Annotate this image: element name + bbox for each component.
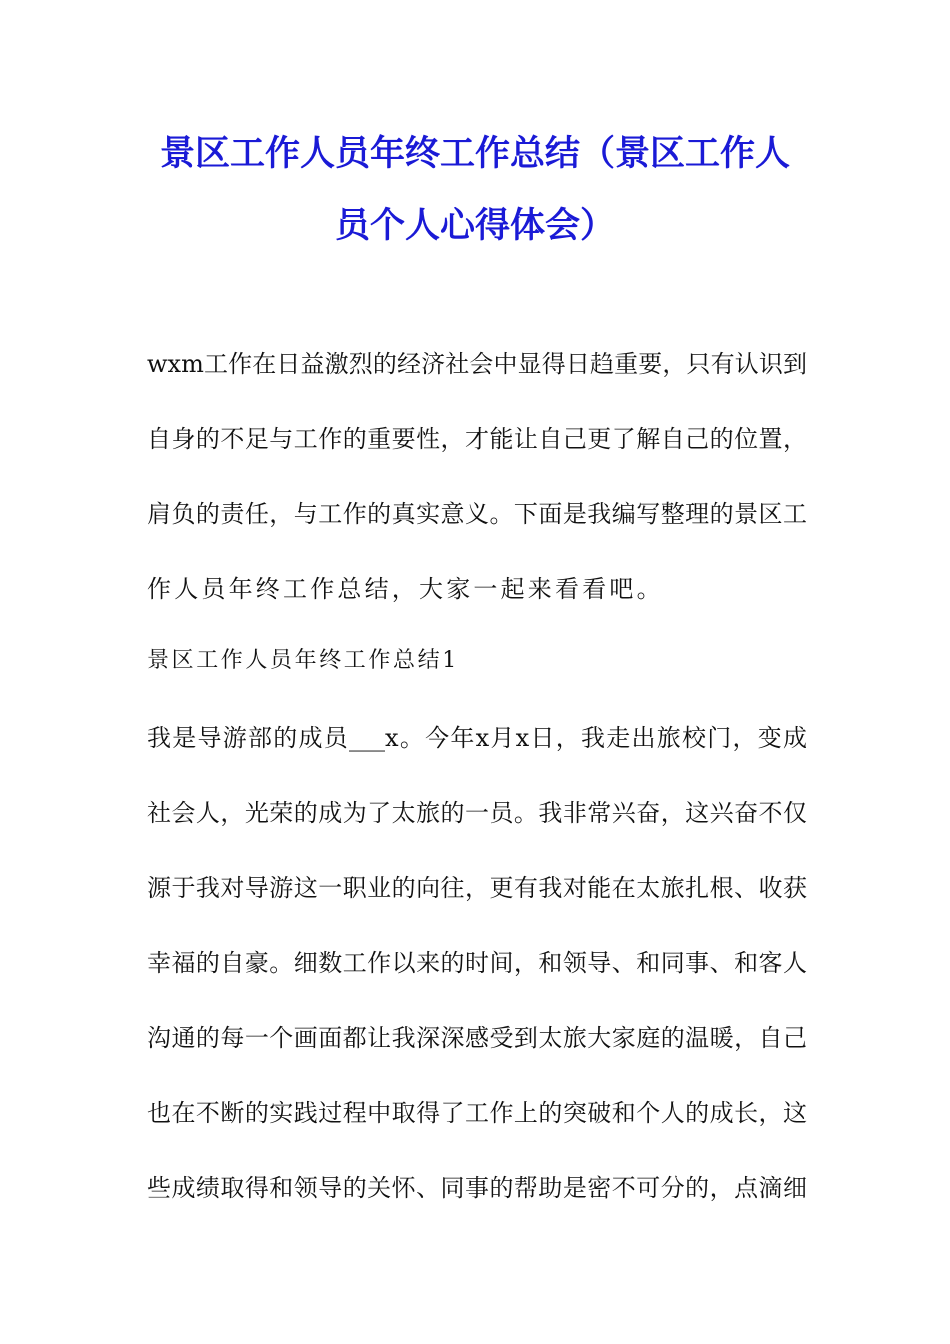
paragraph-line: 肩负的责任，与工作的真实意义。下面是我编写整理的景区工 xyxy=(147,500,807,528)
paragraph-line: 我是导游部的成员___x。今年x月x日，我走出旅校门，变成 xyxy=(147,724,807,752)
title-line: 景区工作人员年终工作总结（景区工作人 xyxy=(159,134,790,174)
paragraph-line: 作人员年终工作总结，大家一起来看看吧。 xyxy=(147,575,664,603)
paragraph-line: 自身的不足与工作的重要性，才能让自己更了解自己的位置， xyxy=(147,425,807,453)
section-heading: 景区工作人员年终工作总结1 xyxy=(147,648,459,673)
paragraph-line: wxm工作在日益激烈的经济社会中显得日趋重要，只有认识到 xyxy=(147,350,807,378)
paragraph-line: 也在不断的实践过程中取得了工作上的突破和个人的成长，这 xyxy=(147,1099,807,1127)
paragraph-line: 源于我对导游这一职业的向往，更有我对能在太旅扎根、收获 xyxy=(147,874,807,902)
paragraph-line: 些成绩取得和领导的关怀、同事的帮助是密不可分的，点滴细 xyxy=(147,1174,807,1202)
document-title xyxy=(0,118,950,262)
paragraph-line: 沟通的每一个画面都让我深深感受到太旅大家庭的温暖，自己 xyxy=(147,1024,807,1052)
paragraph-line: 幸福的自豪。细数工作以来的时间，和领导、和同事、和客人 xyxy=(147,949,807,977)
paragraph-line: 社会人，光荣的成为了太旅的一员。我非常兴奋，这兴奋不仅 xyxy=(147,799,807,827)
title-line: 员个人心得体会） xyxy=(334,206,615,246)
